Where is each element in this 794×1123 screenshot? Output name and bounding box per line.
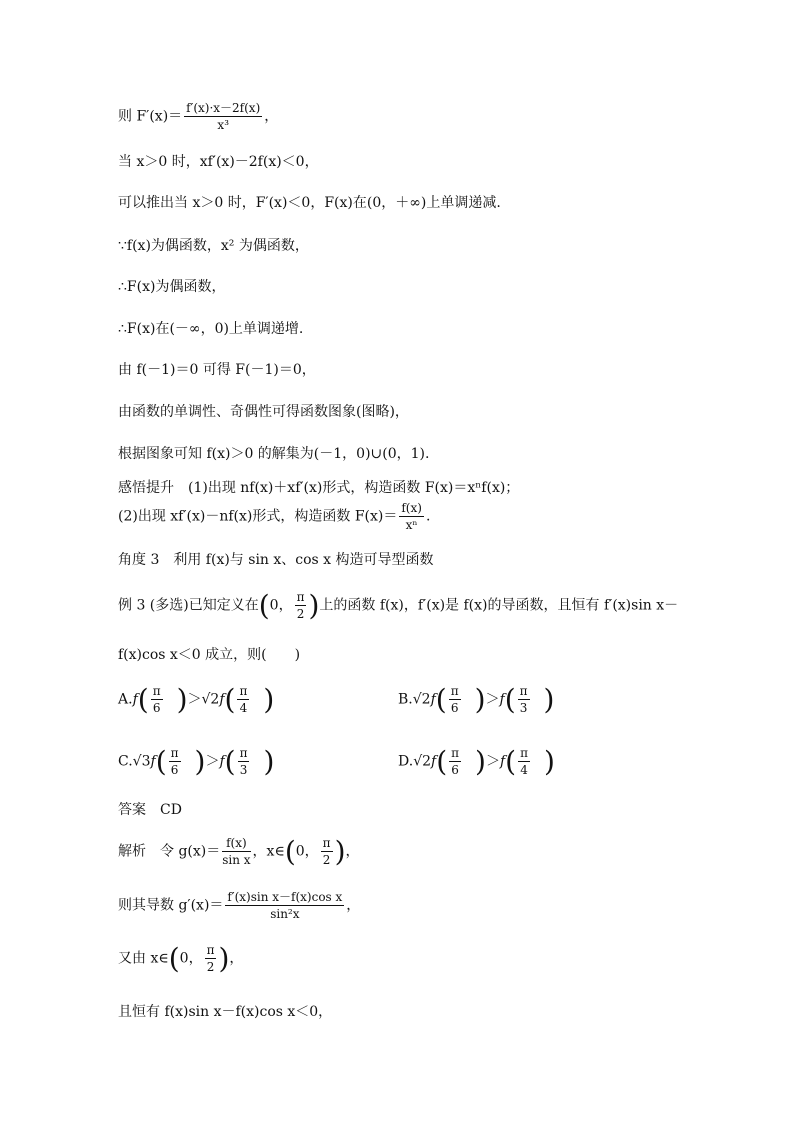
option-d: D.√2f( $\frac{\pi}{6}$ )＞f( $\frac{\pi}{4}$ )	[398, 744, 555, 778]
line-F-derivative: 则 F′(x)＝ $\frac{f'(x)\cdot x-2f(x)}{\text{x³}}$ ，	[118, 101, 279, 132]
derivative-line: 则其导数 g′(x)＝ $\frac{\text{f′(x)sin x－f(x)cos x}}{\text{sin²x}}$ ，	[118, 890, 361, 921]
example-3-line: 例 3 (多选)已知定义在(0， $\frac{\pi}{2}$ )上的函数 f(x)，f′(x)是 f(x)的导函数，且恒有 f′(x)sin x－	[118, 588, 679, 622]
line-5: ∴F(x)为偶函数，	[118, 279, 226, 295]
line-9: 根据图象可知 f(x)＞0 的解集为(－1，0)∪(0，1).	[118, 446, 430, 462]
answer-line: 答案 CD	[118, 802, 182, 818]
line-6: ∴F(x)在(－∞，0)上单调递增.	[118, 321, 304, 337]
line-2: 当 x＞0 时，xf′(x)－2f(x)＜0，	[118, 154, 319, 170]
pi-over-2: $\frac{\pi}{2}$	[296, 590, 305, 621]
line-4: ∵f(x)为偶函数，x² 为偶函数，	[118, 238, 309, 254]
insight-line-2: (2)出现 xf′(x)－nf(x)形式，构造函数 F(x)＝ $\frac{f(x)}{\text{xⁿ}}$ .	[118, 501, 431, 532]
line-7: 由 f(－1)＝0 可得 F(－1)＝0，	[118, 362, 316, 378]
line-3: 可以推出当 x＞0 时，F′(x)＜0，F(x)在(0，＋∞)上单调递减.	[118, 195, 501, 211]
line-8: 由函数的单调性、奇偶性可得函数图象(图略)，	[118, 404, 409, 420]
interval-line: 又由 x∈(0， $\frac{\pi}{2}$ )，	[118, 941, 244, 975]
last-line: 且恒有 f(x)sin x－f(x)cos x＜0，	[118, 1004, 333, 1020]
solution-line: 解析 令 g(x)＝ $\frac{f(x)}{\text{sin x}}$ ，x∈(0， $\frac{\pi}{2}$ )，	[118, 834, 360, 868]
section-heading: 角度 3 利用 f(x)与 sin x、cos x 构造可导型函数	[118, 552, 434, 568]
insight-line: 感悟提升 (1)出现 nf(x)＋xf′(x)形式，构造函数 F(x)＝xⁿf(x)；	[118, 480, 520, 496]
option-c: C.√3f( $\frac{\pi}{6}$ )＞f( $\frac{\pi}{3}$ )	[118, 744, 275, 778]
fraction: $\frac{f'(x)\cdot x-2f(x)}{\text{x³}}$	[186, 101, 261, 132]
example-3-line-2: f(x)cos x＜0 成立，则( )	[118, 647, 301, 663]
fraction: $\frac{f(x)}{\text{xⁿ}}$	[401, 501, 422, 532]
option-a: A.f( $\frac{\pi}{6}$ )＞√2f( $\frac{\pi}{4}$ )	[118, 682, 275, 716]
option-b: B.√2f( $\frac{\pi}{6}$ )＞f( $\frac{\pi}{3}$ )	[398, 682, 555, 716]
